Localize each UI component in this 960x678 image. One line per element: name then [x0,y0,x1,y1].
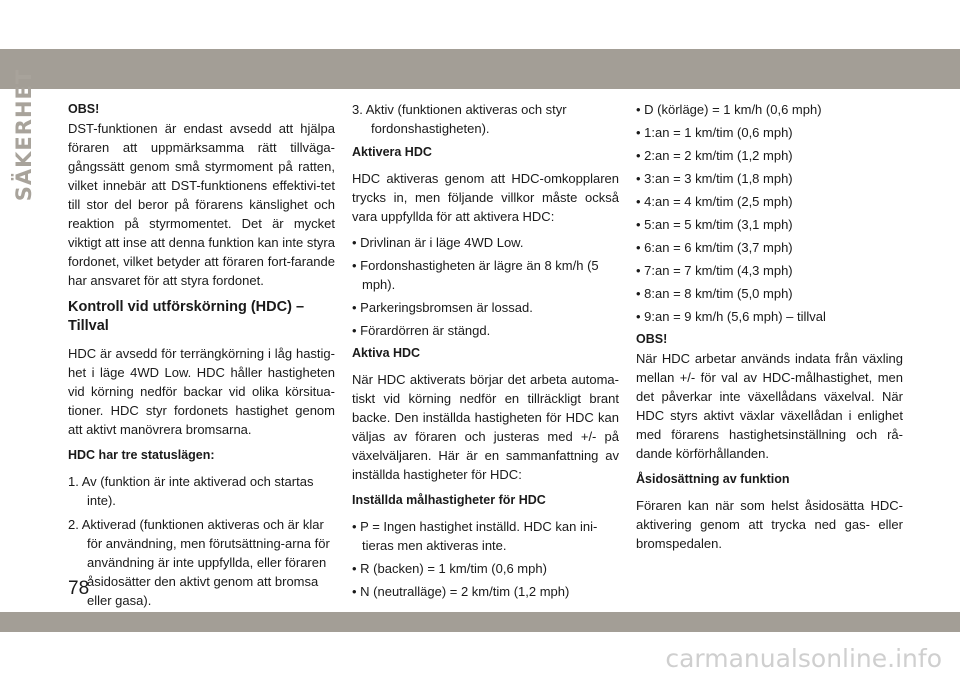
speed-item: • 9:an = 9 km/h (5,6 mph) – tillval [636,309,826,324]
active-text: När HDC aktiverats börjar det arbeta automa-tiskt vid körning nedför en tillräckligt brant backe. Den inställda hastigheten för HDC kan väljas av föraren och justeras med +/- på växelväljaren. Här är en sammanfattning av inställda hastigheter för HDC: [352,372,619,482]
section-text: HDC är avsedd för terrängkörning i låg hastig-het i läge 4WD Low. HDC håller hastigheten vid körning nedför backar vid olika körsitua-tioner. HDC styr fordonets hastighet genom att aktivt manövrera bromsarna. [68,346,335,437]
footer-band [0,612,960,632]
condition-item: • Fordonshastigheten är lägre än 8 km/h (5 mph). [352,258,599,292]
speed-item: • 5:an = 5 km/tim (3,1 mph) [636,217,793,232]
status-item-3: 3. Aktiv (funktionen aktiveras och styr fordonshastigheten). [352,102,567,136]
target-item: • P = Ingen hastighet inställd. HDC kan ini-tieras men aktiveras inte. [352,519,598,553]
target-item: • R (backen) = 1 km/tim (0,6 mph) [352,561,547,576]
speed-item: • 1:an = 1 km/tim (0,6 mph) [636,125,793,140]
override-heading: Åsidosättning av funktion [636,472,790,486]
obs-text: DST-funktionen är endast avsedd att hjälpa föraren att uppmärksamma rätt tillväga-gångssätt genom små styrmoment på ratten, vilket innebär att DST-funktionens effektivi-tet till stor del beror på förarens känslighet och reaktion på styrmomentet. Det är mycket viktigt att inse att denna funktion kan inte styra fordonet, vilket betyder att föraren fort-farande har ansvaret för att styra fordonet. [68,121,335,288]
status-heading: HDC har tre statuslägen: [68,448,215,462]
obs-heading-2: OBS! [636,332,668,346]
condition-item: • Parkeringsbromsen är lossad. [352,300,533,315]
speed-item: • 6:an = 6 km/tim (3,7 mph) [636,240,793,255]
speed-item: • D (körläge) = 1 km/h (0,6 mph) [636,102,822,117]
condition-item: • Drivlinan är i läge 4WD Low. [352,235,524,250]
column-1 [68,100,335,615]
column-3 [636,100,903,560]
watermark-text: carmanualsonline.info [665,644,942,673]
page-number: 78 [68,578,90,599]
target-heading: Inställda målhastigheter för HDC [352,493,546,507]
speed-item: • 8:an = 8 km/tim (5,0 mph) [636,286,793,301]
status-item-2: 2. Aktiverad (funktionen aktiveras och är klar för användning, men förutsättning-arna för användning är inte uppfyllda, eller föraren åsidosätter den aktivt genom att bromsa eller gasa). [68,517,330,608]
obs-heading: OBS! [68,102,100,116]
section-heading: Kontroll vid utförskörning (HDC) – Tillval [68,299,305,334]
condition-item: • Förardörren är stängd. [352,323,491,338]
status-item-1: 1. Av (funktion är inte aktiverad och startas inte). [68,474,314,508]
speed-item: • 4:an = 4 km/tim (2,5 mph) [636,194,793,209]
column-2 [352,100,619,605]
speed-item: • 3:an = 3 km/tim (1,8 mph) [636,171,793,186]
speed-item: • 2:an = 2 km/tim (1,2 mph) [636,148,793,163]
active-heading: Aktiva HDC [352,346,421,360]
activate-text: HDC aktiveras genom att HDC-omkopplaren trycks in, men följande villkor måste också vara uppfyllda för att aktivera HDC: [352,171,619,224]
activate-heading: Aktivera HDC [352,145,432,159]
speed-item: • 7:an = 7 km/tim (4,3 mph) [636,263,793,278]
target-item: • N (neutralläge) = 2 km/tim (1,2 mph) [352,584,570,599]
header-band [0,49,960,89]
section-tab: SÄKERHET [12,68,36,202]
override-text: Föraren kan när som helst åsidosätta HDC-aktivering genom att trycka ned gas- eller bromspedalen. [636,498,903,551]
obs-text-2: När HDC arbetar används indata från växling mellan +/- för val av HDC-målhastighet, men det påverkar inte växellådans växelval. När HDC styrs aktivt växlar växellådan i enlighet med förarens hastighetsinställning och rå-dande körförhållanden. [636,351,903,461]
